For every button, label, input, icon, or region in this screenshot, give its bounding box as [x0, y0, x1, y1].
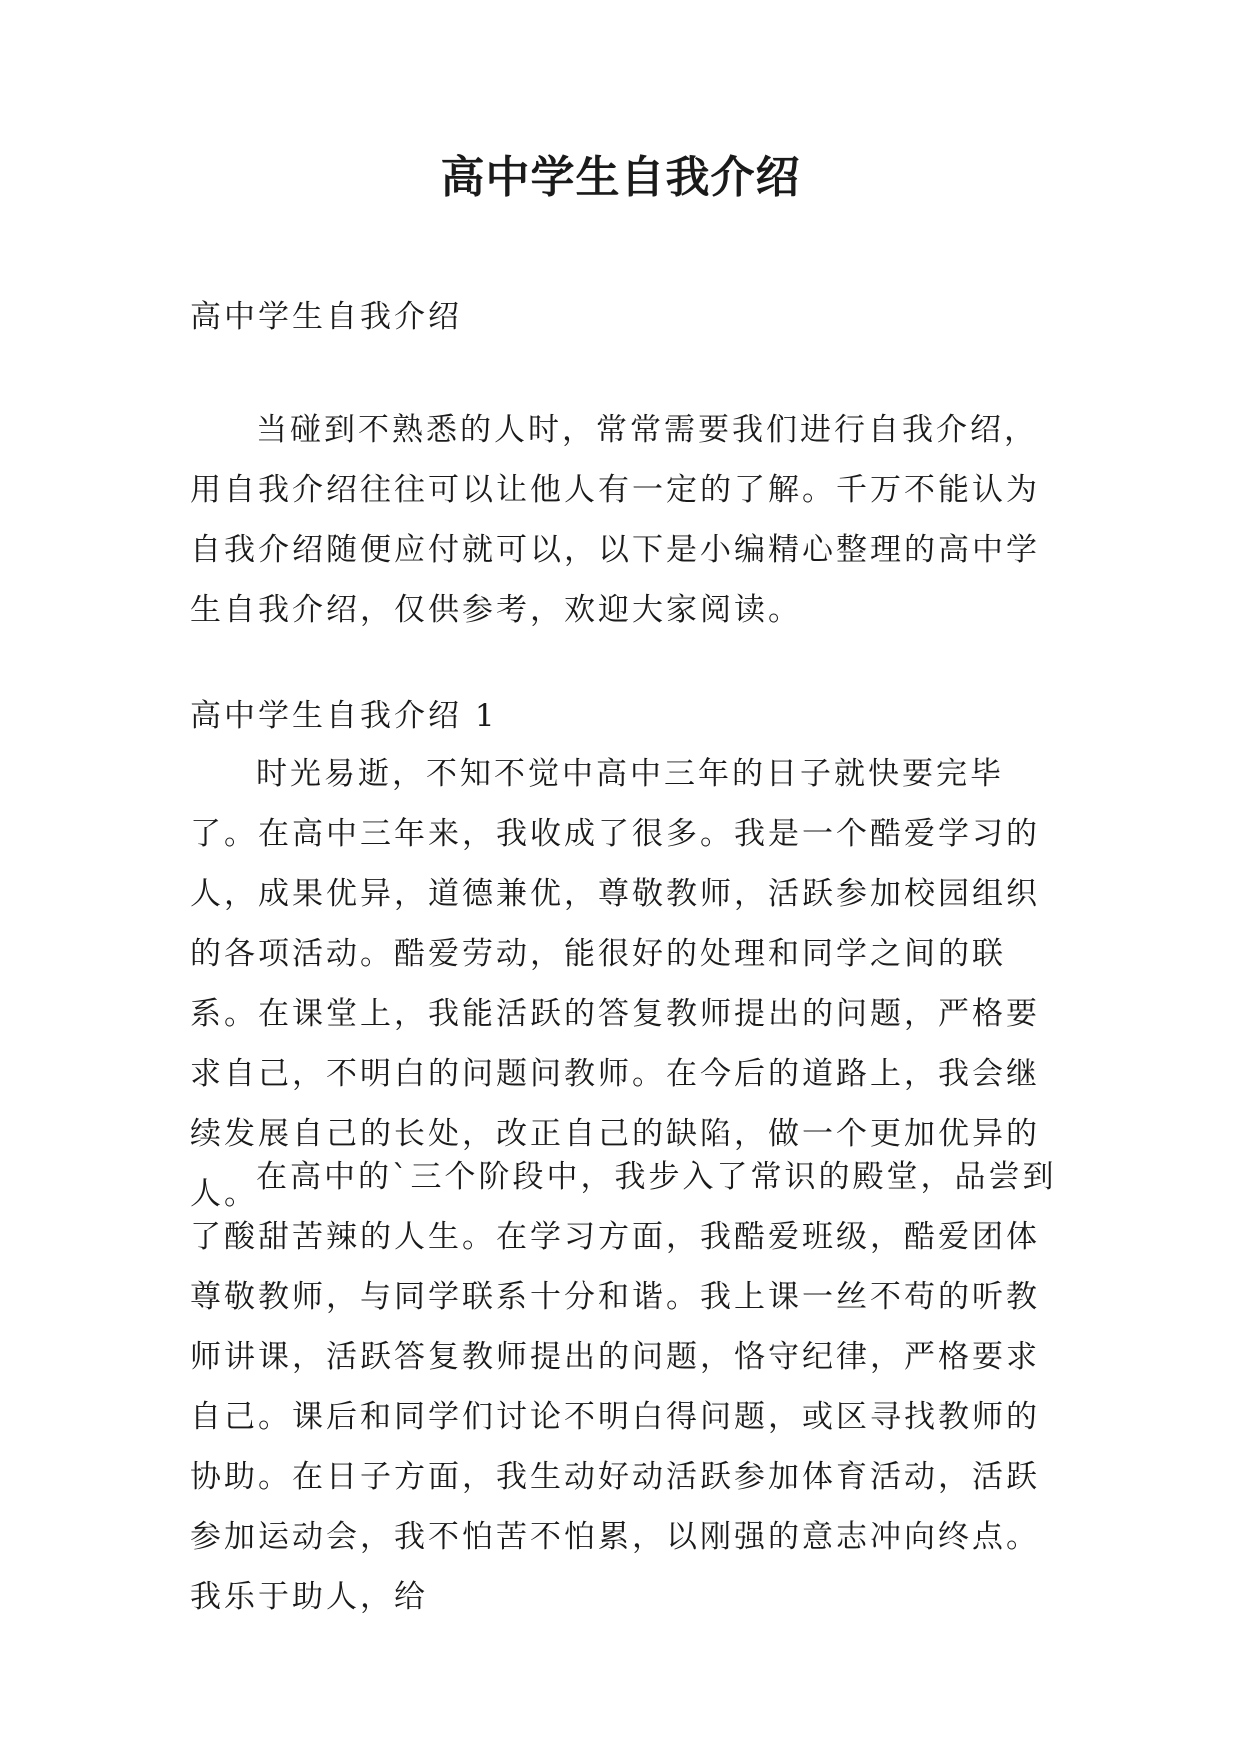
document-subtitle: 高中学生自我介绍: [190, 299, 462, 335]
document-title: 高中学生自我介绍: [440, 152, 801, 203]
body-paragraph-1: 时光易逝，不知不觉中高中三年的日子就快要完毕了。在高中三年来，我收成了很多。我是一个酷爱学习的人，成果优异，道德兼优，尊敬教师，活跃参加校园组织的各项活动。酷爱劳动，能很好的处理和同学之间的联系。在课堂上，我能活跃的答复教师提出的问题，严格要求自己，不明白的问题问教师。在今后的道路上，我会继续发展自己的长处，改正自己的缺陷，做一个更加优异的人。: [190, 756, 1040, 1212]
body-paragraph-2: 在高中的`三个阶段中，我步入了常识的殿堂，品尝到了酸甜苦辣的人生。在学习方面，我酷爱班级，酷爱团体尊敬教师，与同学联系十分和谐。我上课一丝不苟的听教师讲课，活跃答复教师提出的问题，恪守纪律，严格要求自己。课后和同学们讨论不明白得问题，或区寻找教师的协助。在日子方面，我生动好动活跃参加体育活动，活跃参加运动会，我不怕苦不怕累，以刚强的意志冲向终点。我乐于助人，给: [190, 1159, 1057, 1615]
intro-paragraph: 当碰到不熟悉的人时，常常需要我们进行自我介绍，用自我介绍往往可以让他人有一定的了解。千万不能认为自我介绍随便应付就可以，以下是小编精心整理的高中学生自我介绍，仅供参考，欢迎大家阅读。: [190, 412, 1040, 628]
section-heading: 高中学生自我介绍 1: [190, 698, 498, 734]
